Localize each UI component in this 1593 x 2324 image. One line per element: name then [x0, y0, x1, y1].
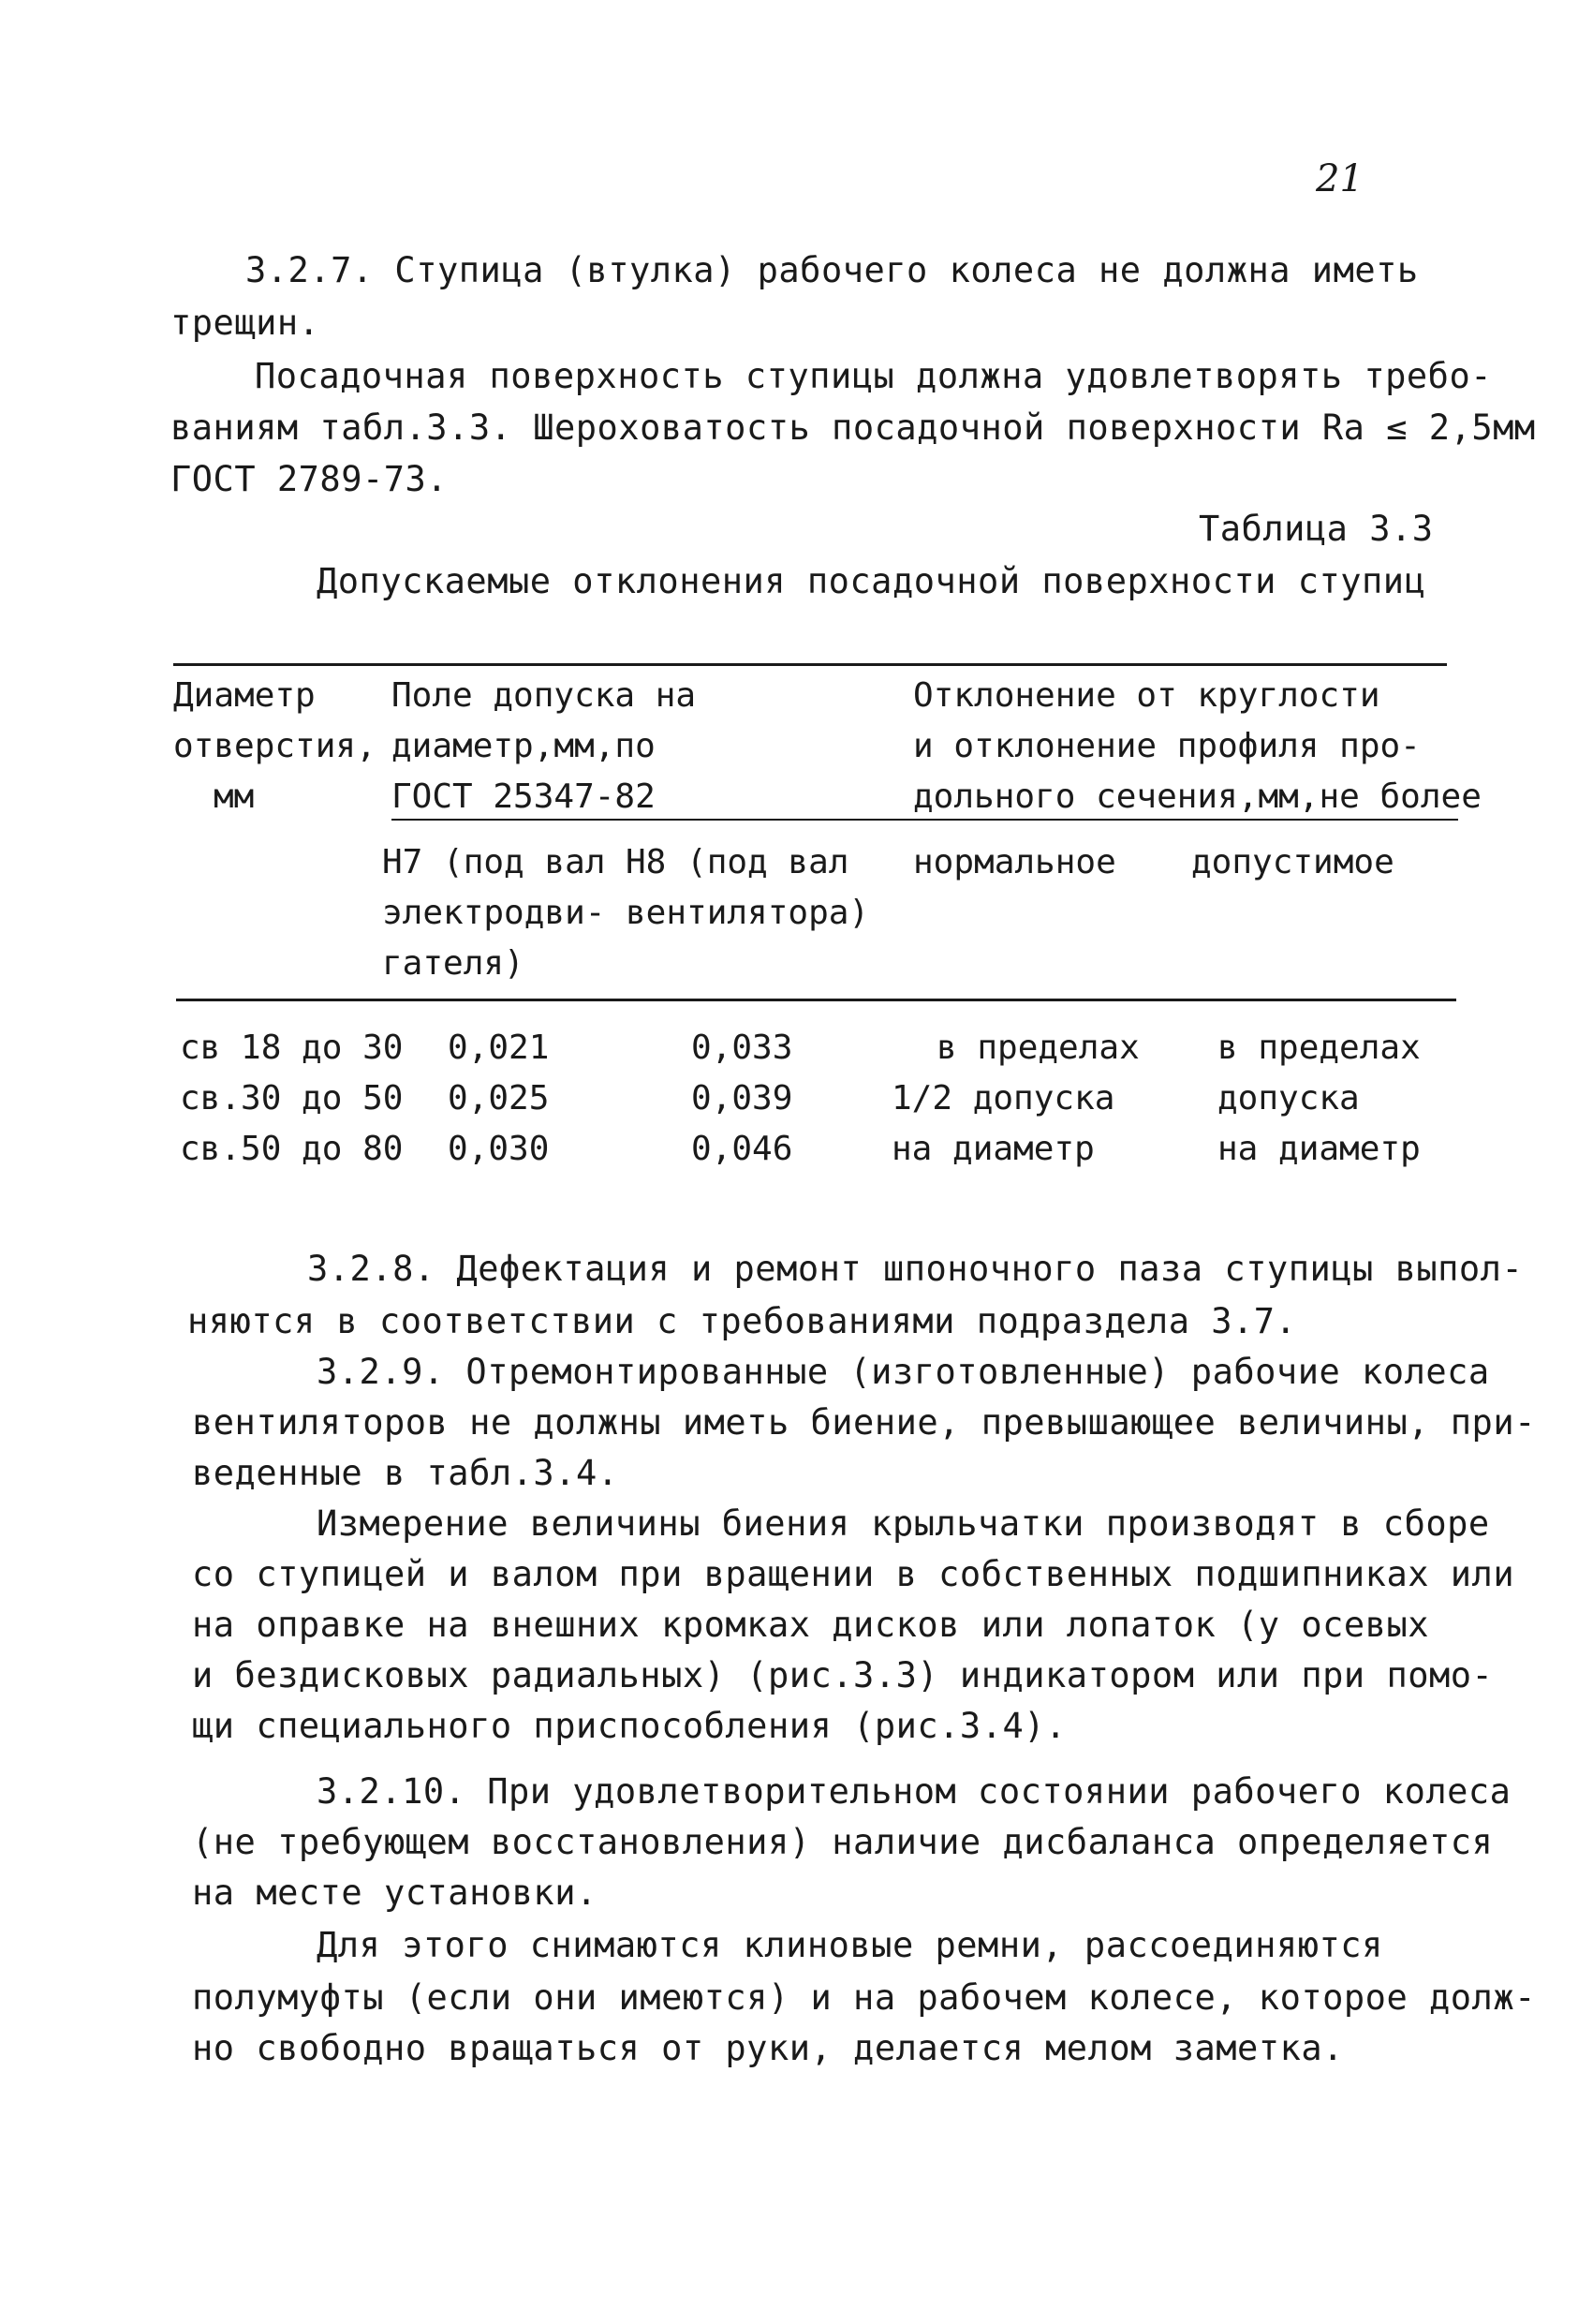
cell-h8: 0,046 — [691, 1130, 793, 1168]
subheader-normal: нормальное — [913, 843, 1116, 881]
page-number: 21 — [1316, 157, 1364, 200]
cell-h8: 0,039 — [691, 1079, 793, 1118]
section-3-2-7-line-5: ГОСТ 2789-73. — [170, 459, 449, 499]
section-3-2-10-line-4: Для этого снимаются клиновые ремни, рассоединяются — [317, 1925, 1383, 1965]
section-3-2-10-line-6: но свободно вращаться от руки, делается мелом заметка. — [192, 2028, 1344, 2068]
section-3-2-9-line-2: вентиляторов не должны иметь биение, превышающее величины, при- — [192, 1402, 1536, 1443]
subheader-h8-line-2: вентилятора) — [626, 894, 870, 932]
cell-diameter: св 18 до 30 — [180, 1029, 404, 1067]
section-3-2-9-line-6: на оправке на внешних кромках дисков или лопаток (у осевых — [192, 1605, 1430, 1645]
section-3-2-10-line-5: полумуфты (если они имеются) и на рабочем колесе, которое долж- — [192, 1977, 1536, 2018]
table-top-rule — [173, 663, 1447, 666]
header-tolerance-line-3: ГОСТ 25347-82 — [391, 777, 656, 816]
subheader-allowed: допустимое — [1191, 843, 1394, 881]
header-tolerance-line-1: Поле допуска на — [391, 676, 697, 715]
subheader-h7-line-2: электродви- — [382, 894, 606, 932]
section-3-2-9-line-3: веденные в табл.3.4. — [192, 1453, 619, 1493]
section-3-2-8-line-2: няются в соответствии с требованиями подраздела 3.7. — [187, 1301, 1297, 1341]
subheader-h7-line-3: гателя) — [382, 944, 524, 983]
header-rule-tolerance — [391, 819, 877, 821]
header-deviation-line-2: и отклонение профиля про- — [913, 727, 1421, 765]
section-3-2-7-line-4: ваниям табл.3.3. Шероховатость посадочной поверхности Ra ≤ 2,5мм — [170, 407, 1536, 448]
cell-normal: на диаметр — [892, 1130, 1095, 1168]
cell-h7: 0,025 — [448, 1079, 550, 1118]
cell-allowed: на диаметр — [1217, 1130, 1421, 1168]
section-3-2-9-line-1: 3.2.9. Отремонтированные (изготовленные) рабочие колеса — [317, 1352, 1490, 1392]
cell-h7: 0,021 — [448, 1029, 550, 1067]
cell-diameter: св.50 до 80 — [180, 1130, 404, 1168]
section-3-2-9-line-8: щи специального приспособления (рис.3.4). — [192, 1706, 1067, 1746]
section-3-2-10-line-3: на месте установки. — [192, 1873, 597, 1913]
subheader-h8-line-1: Н8 (под вал — [626, 843, 849, 881]
header-rule-deviation — [913, 819, 1458, 821]
cell-normal: 1/2 допуска — [892, 1079, 1115, 1118]
cell-h7: 0,030 — [448, 1130, 550, 1168]
header-diameter-line-3: мм — [214, 777, 255, 816]
header-diameter-line-1: Диаметр — [173, 676, 316, 715]
header-rule-junction — [877, 819, 913, 821]
subheader-h7-line-1: Н7 (под вал — [382, 843, 606, 881]
section-3-2-7-line-1: 3.2.7. Ступица (втулка) рабочего колеса не должна иметь — [245, 250, 1419, 290]
cell-diameter: св.30 до 50 — [180, 1079, 404, 1118]
cell-normal: в пределах — [937, 1029, 1140, 1067]
header-bottom-rule — [176, 999, 1456, 1001]
section-3-2-7-line-3: Посадочная поверхность ступицы должна удовлетворять требо- — [255, 356, 1493, 396]
section-3-2-8-line-1: 3.2.8. Дефектация и ремонт шпоночного паза ступицы выпол- — [307, 1249, 1524, 1289]
section-3-2-10-line-2: (не требующем восстановления) наличие дисбаланса определяется — [192, 1822, 1494, 1862]
header-diameter-line-2: отверстия, — [173, 727, 376, 765]
cell-allowed: в пределах — [1217, 1029, 1421, 1067]
header-deviation-line-1: Отклонение от круглости — [913, 676, 1380, 715]
section-3-2-9-line-4: Измерение величины биения крыльчатки производят в сборе — [317, 1503, 1490, 1544]
section-3-2-9-line-7: и бездисковых радиальных) (рис.3.3) индикатором или при помо- — [192, 1655, 1494, 1695]
section-3-2-7-line-2: трещин. — [170, 303, 320, 343]
cell-allowed: допуска — [1217, 1079, 1360, 1118]
section-3-2-10-line-1: 3.2.10. При удовлетворительном состоянии рабочего колеса — [317, 1771, 1512, 1812]
header-tolerance-line-2: диаметр,мм,по — [391, 727, 656, 765]
table-caption: Допускаемые отклонения посадочной поверхности ступиц — [317, 561, 1426, 601]
section-3-2-9-line-5: со ступицей и валом при вращении в собственных подшипниках или — [192, 1554, 1515, 1594]
table-label: Таблица 3.3 — [1199, 509, 1434, 549]
cell-h8: 0,033 — [691, 1029, 793, 1067]
header-deviation-line-3: дольного сечения,мм,не более — [913, 777, 1482, 816]
